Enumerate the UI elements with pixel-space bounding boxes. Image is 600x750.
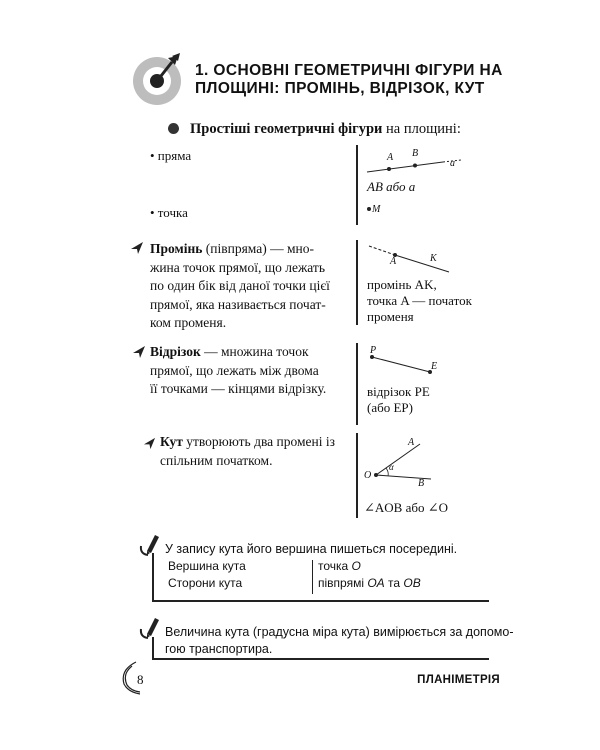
note1-row xyxy=(168,559,246,593)
point-b-label: B xyxy=(412,148,419,159)
point-label: • точка xyxy=(150,205,188,220)
note-border-bottom xyxy=(152,658,489,660)
segment-term: Відрізок xyxy=(150,344,201,359)
note1-row-1-em: O xyxy=(351,559,361,573)
point-b-dot xyxy=(413,164,417,168)
segment-def-3: її точками — кінцями відрізку. xyxy=(150,381,327,396)
ray-def-5: ком променя. xyxy=(150,315,227,330)
note2-line-2: гою транспортира. xyxy=(165,642,273,656)
angle-diagram xyxy=(365,435,445,485)
intro-rest: на площині: xyxy=(382,121,461,137)
point-m-label: M xyxy=(372,204,381,215)
title-line-1: 1. ОСНОВНІ ГЕОМЕТРИЧНІ ФІГУРИ НА xyxy=(195,62,503,79)
angle-def-1: утворюють два промені із xyxy=(182,434,335,449)
line-label: • пряма xyxy=(150,148,192,163)
segment-caption xyxy=(367,384,430,416)
point-a-dot xyxy=(387,167,391,171)
note1-row-2-em2: OB xyxy=(403,576,421,590)
ray-caption-2: точка A — початок xyxy=(367,293,472,308)
pointer-arrow-icon xyxy=(132,345,146,359)
page-title xyxy=(195,62,525,98)
page-corner-icon xyxy=(118,660,148,696)
angle-alpha-label: α xyxy=(389,462,394,472)
line-caption: AB або a xyxy=(367,179,416,194)
ray-point-k-label: K xyxy=(430,253,437,264)
pen-note-icon xyxy=(138,615,164,641)
note1-row-2-left: Сторони кута xyxy=(168,576,243,590)
segment-e-label: E xyxy=(431,361,438,372)
note1-row-1-left: Вершина кута xyxy=(168,559,246,573)
ray-def-1: (півпряма) — мно- xyxy=(202,241,314,256)
intro-bold: Простіші геометричні фігури xyxy=(190,121,383,137)
note2-text xyxy=(165,624,514,658)
angle-term: Кут xyxy=(160,434,183,449)
angle-caption: ∠AOB або ∠O xyxy=(364,500,449,515)
note2-line-1: Величина кута (градусна міра кута) вимірюється за допомо- xyxy=(165,625,514,639)
note1-row-values xyxy=(318,559,421,593)
point-a-label: A xyxy=(387,152,394,163)
segment-diagram xyxy=(365,350,455,380)
line-name-label: a xyxy=(450,158,455,169)
ray-definition xyxy=(150,240,360,333)
segment-def-1: — множина точок xyxy=(200,344,309,359)
ray-def-4: прямої, яка називається почат- xyxy=(150,296,326,312)
angle-definition xyxy=(160,433,360,470)
pointer-arrow-icon xyxy=(143,437,156,450)
segment-caption-1: відрізок PE xyxy=(367,384,430,399)
ray-point-a-label: A xyxy=(390,256,397,267)
ray-def-3: по один бік від даної точки цієї xyxy=(150,278,330,293)
line-diagram xyxy=(365,150,475,180)
segment-p-label: P xyxy=(370,345,377,356)
ray-def-2: жина точок прямої, що лежать xyxy=(150,259,325,275)
divider xyxy=(356,433,358,518)
note-border-bottom xyxy=(152,600,489,602)
ray-term: Промінь xyxy=(150,241,203,256)
ray-caption xyxy=(367,277,472,325)
divider xyxy=(356,240,358,325)
pen-note-icon xyxy=(138,532,164,558)
intro-line xyxy=(168,121,461,138)
title-line-2: ПЛОЩИНІ: ПРОМІНЬ, ВІДРІЗОК, КУТ xyxy=(195,80,485,97)
section-label: ПЛАНІМЕТРІЯ xyxy=(417,674,500,686)
note1-row-2-right: півпрямі xyxy=(318,576,368,590)
page-number: 8 xyxy=(137,672,144,687)
divider xyxy=(356,145,358,225)
angle-b-label: B xyxy=(418,478,425,489)
note-border-left xyxy=(152,553,154,601)
ray-diagram xyxy=(365,240,465,276)
ray-caption-3: променя xyxy=(367,309,414,324)
note1-table-divider xyxy=(312,560,313,594)
ray-caption-1: промінь AK, xyxy=(367,277,437,292)
segment-definition xyxy=(150,343,360,399)
angle-a-label: A xyxy=(408,437,415,448)
note1-row-2-em: OA xyxy=(367,576,385,590)
bullet-icon xyxy=(168,123,179,134)
note1-row-1-right: точка xyxy=(318,559,352,573)
angle-o-label: O xyxy=(364,470,372,481)
segment-def-2: прямої, що лежать між двома xyxy=(150,362,319,378)
segment-caption-2: (або EP) xyxy=(367,400,413,415)
pointer-arrow-icon xyxy=(130,241,144,255)
angle-vertex-dot xyxy=(374,473,378,477)
note1-title: У запису кута його вершина пишеться посередині. xyxy=(165,542,458,556)
angle-def-2: спільним початком. xyxy=(160,452,273,468)
note1-row-2-mid: та xyxy=(384,576,404,590)
target-icon xyxy=(128,52,188,108)
note-border-left xyxy=(152,637,154,659)
divider xyxy=(356,343,358,425)
